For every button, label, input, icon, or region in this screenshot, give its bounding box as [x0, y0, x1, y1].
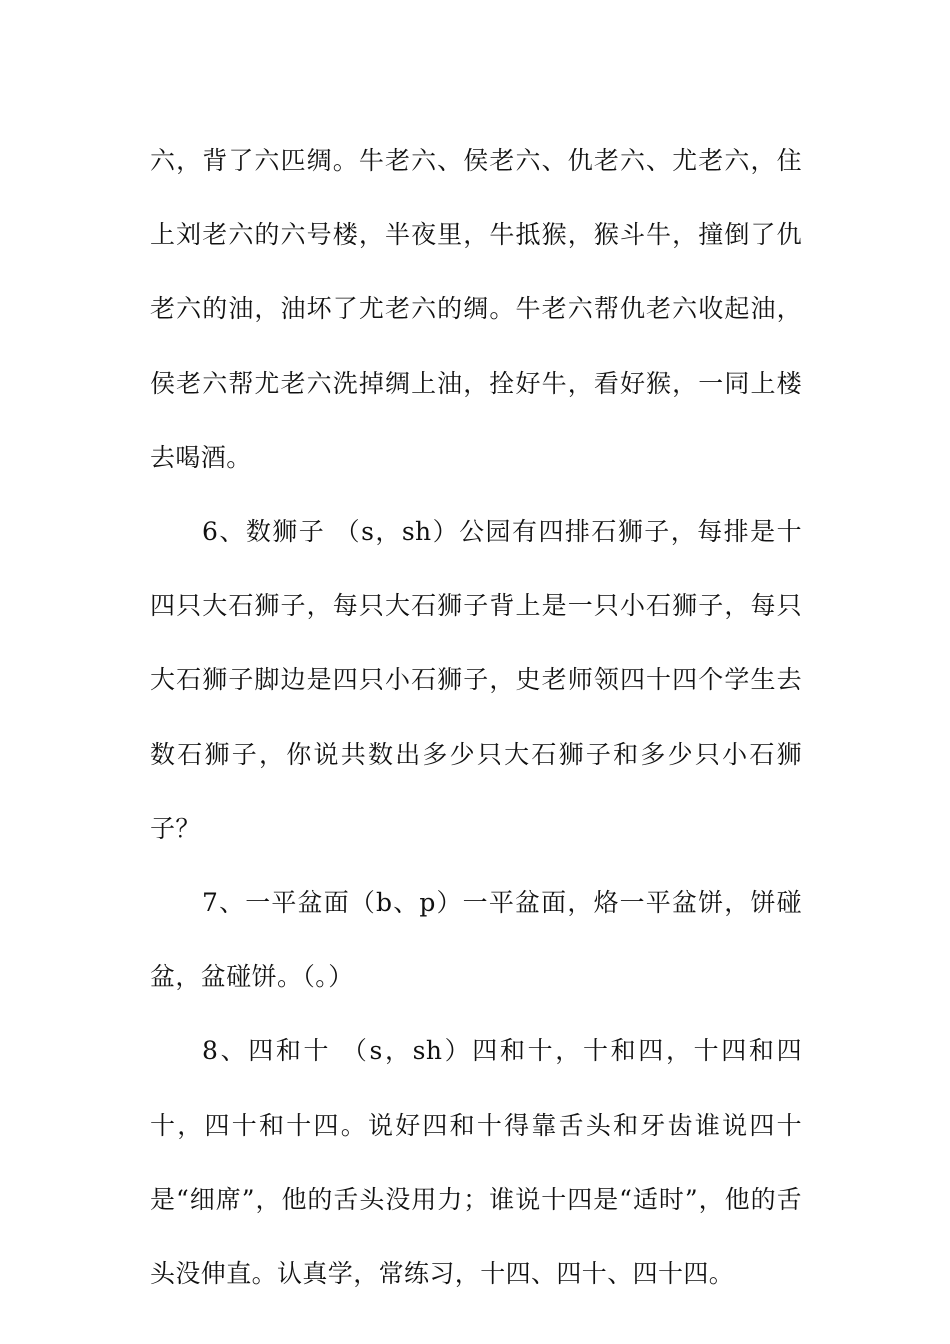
- paragraph-tongue-twister-6-shu-shi-zi: 6、数狮子 （s，sh）公园有四排石狮子，每排是十四只大石狮子，每只大石狮子背上是一只小石狮子，每只大石狮子脚边是四只小石狮子，史老师领四十四个学生去数石狮子，你说共数出多少只大石狮子和多少只小石狮子？: [150, 517, 802, 843]
- document-body: [150, 124, 802, 1311]
- paragraph-tongue-twister-liu-lao-liu: 六，背了六匹绸。牛老六、侯老六、仇老六、尤老六，住上刘老六的六号楼，半夜里，牛抵猴，猴斗牛，撞倒了仇老六的油，油坏了尤老六的绸。牛老六帮仇老六收起油，侯老六帮尤老六洗掉绸上油，拴好牛，看好猴，一同上楼去喝酒。: [150, 146, 802, 472]
- paragraph-tongue-twister-7-yi-ping-pen-mian: 7、一平盆面（b、p）一平盆面，烙一平盆饼，饼碰盆，盆碰饼。（。）: [150, 888, 802, 992]
- paragraph-tongue-twister-8-si-he-shi: 8、四和十 （s，sh）四和十，十和四，十四和四十，四十和十四。说好四和十得靠舌头和牙齿谁说四十是“细席”，他的舌头没用力；谁说十四是“适时”，他的舌头没伸直。认真学，常练习，十四、四十、四十四。: [150, 1036, 802, 1289]
